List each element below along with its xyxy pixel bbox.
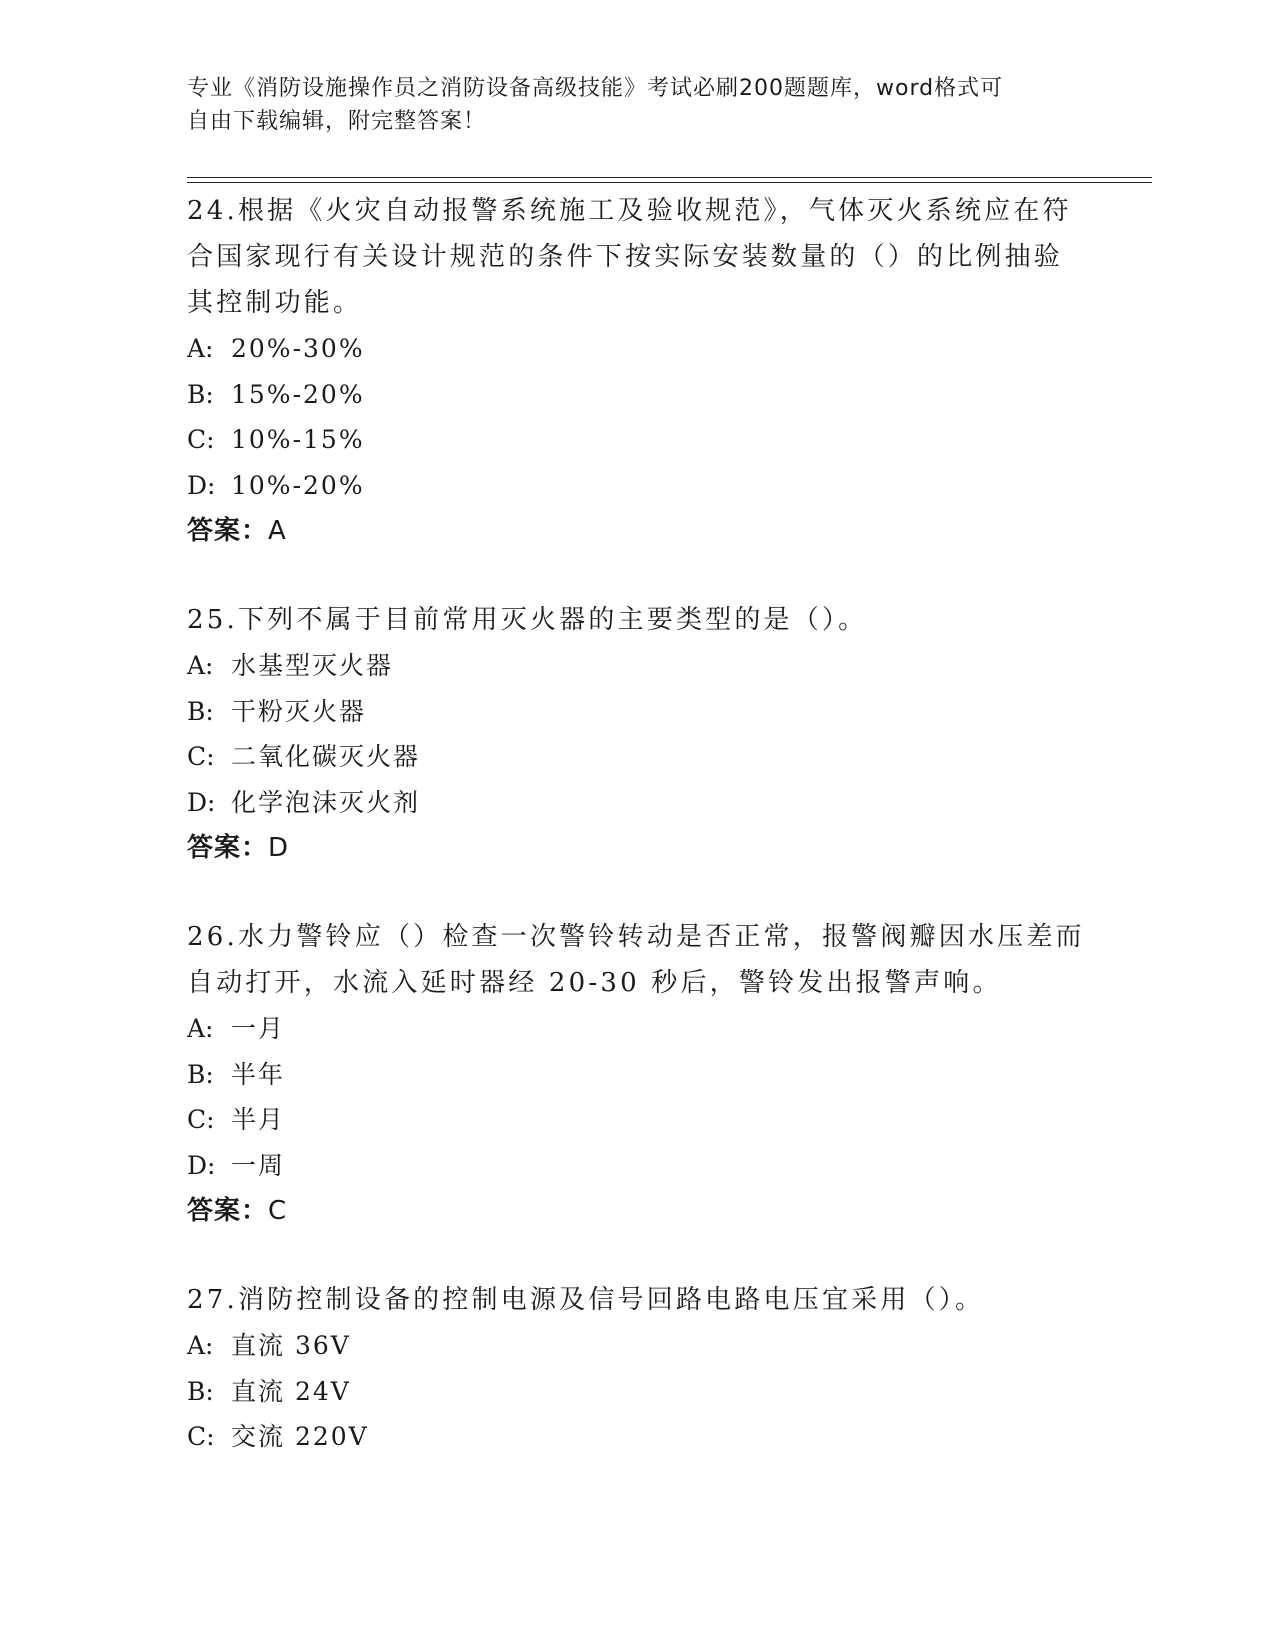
option-text: 化学泡沫灭火剂 bbox=[231, 787, 421, 817]
option-key: A: bbox=[187, 1331, 214, 1360]
answer-line bbox=[187, 825, 1087, 871]
question-stem bbox=[187, 914, 1087, 1006]
option-text: 干粉灭火器 bbox=[231, 696, 367, 726]
option-key: C: bbox=[187, 742, 215, 771]
answer-value: D bbox=[268, 833, 290, 863]
option-text: 一月 bbox=[231, 1014, 286, 1043]
answer-label: 答案： bbox=[187, 516, 269, 546]
option-key: D: bbox=[187, 1150, 216, 1180]
question-stem-line: 自动打开，水流入延时器经 20-30 秒后，警铃发出报警声响。 bbox=[187, 968, 1002, 998]
answer-label: 答案： bbox=[187, 1196, 269, 1226]
option-text: 20%-30% bbox=[231, 334, 365, 363]
option-c bbox=[187, 417, 1087, 463]
option-d bbox=[187, 780, 1087, 826]
option-a bbox=[187, 1006, 1087, 1052]
option-key: C: bbox=[187, 1422, 215, 1451]
question-27 bbox=[187, 1277, 1087, 1460]
question-stem bbox=[187, 188, 1087, 326]
question-stem-line: 其控制功能。 bbox=[187, 288, 363, 318]
option-key: C: bbox=[187, 425, 215, 454]
option-b bbox=[187, 1052, 1087, 1098]
option-b bbox=[187, 1369, 1087, 1415]
question-stem bbox=[187, 1277, 1087, 1323]
answer-value: A bbox=[268, 516, 287, 546]
option-a bbox=[187, 1323, 1087, 1369]
option-b bbox=[187, 689, 1087, 735]
question-stem-line: 25.下列不属于目前常用灭火器的主要类型的是（）。 bbox=[187, 605, 868, 635]
answer-line bbox=[187, 508, 1087, 554]
header-divider-bottom bbox=[187, 182, 1152, 183]
answer-label: 答案： bbox=[187, 833, 269, 863]
question-26 bbox=[187, 914, 1087, 1234]
question-25 bbox=[187, 597, 1087, 871]
option-text: 10%-20% bbox=[231, 470, 365, 500]
question-list bbox=[187, 188, 1087, 1460]
option-b bbox=[187, 372, 1087, 418]
question-stem-line: 27.消防控制设备的控制电源及信号回路电路电压宜采用（）。 bbox=[187, 1285, 985, 1315]
option-key: D: bbox=[187, 787, 216, 817]
header-divider-top bbox=[187, 177, 1152, 178]
option-text: 交流 220V bbox=[231, 1422, 369, 1451]
option-text: 直流 24V bbox=[231, 1376, 351, 1406]
option-key: A: bbox=[187, 1014, 214, 1043]
option-c bbox=[187, 734, 1087, 780]
option-key: A: bbox=[187, 651, 214, 680]
question-spacer bbox=[187, 871, 1087, 914]
question-spacer bbox=[187, 1234, 1087, 1277]
question-stem-line: 合国家现行有关设计规范的条件下按实际安装数量的（）的比例抽验 bbox=[187, 242, 1064, 272]
header-line-1: 专业《消防设施操作员之消防设备高级技能》考试必刷200题题库，word格式可 bbox=[187, 76, 1004, 101]
option-key: B: bbox=[187, 696, 214, 726]
option-text: 一周 bbox=[231, 1150, 286, 1180]
option-c bbox=[187, 1097, 1087, 1143]
option-text: 半月 bbox=[231, 1105, 286, 1134]
header-line-2: 自由下载编辑，附完整答案！ bbox=[187, 109, 487, 134]
question-24 bbox=[187, 188, 1087, 554]
question-spacer bbox=[187, 554, 1087, 597]
option-d bbox=[187, 1143, 1087, 1189]
answer-value: C bbox=[268, 1196, 288, 1226]
answer-line bbox=[187, 1188, 1087, 1234]
option-d bbox=[187, 463, 1087, 509]
option-a bbox=[187, 326, 1087, 372]
option-text: 二氧化碳灭火器 bbox=[231, 742, 421, 771]
question-stem-line: 24.根据《火灾自动报警系统施工及验收规范》，气体灭火系统应在符 bbox=[187, 196, 1072, 226]
document-header bbox=[187, 72, 1087, 138]
option-text: 15%-20% bbox=[231, 379, 365, 409]
option-key: D: bbox=[187, 470, 216, 500]
option-text: 直流 36V bbox=[231, 1331, 351, 1360]
option-key: B: bbox=[187, 1059, 214, 1089]
question-stem bbox=[187, 597, 1087, 643]
option-key: B: bbox=[187, 1376, 214, 1406]
option-key: A: bbox=[187, 334, 214, 363]
option-text: 10%-15% bbox=[231, 425, 365, 454]
option-key: C: bbox=[187, 1105, 215, 1134]
option-text: 水基型灭火器 bbox=[231, 651, 394, 680]
option-key: B: bbox=[187, 379, 214, 409]
option-a bbox=[187, 643, 1087, 689]
question-stem-line: 26.水力警铃应（）检查一次警铃转动是否正常，报警阀瓣因水压差而 bbox=[187, 922, 1085, 952]
option-c bbox=[187, 1414, 1087, 1460]
option-text: 半年 bbox=[231, 1059, 286, 1089]
